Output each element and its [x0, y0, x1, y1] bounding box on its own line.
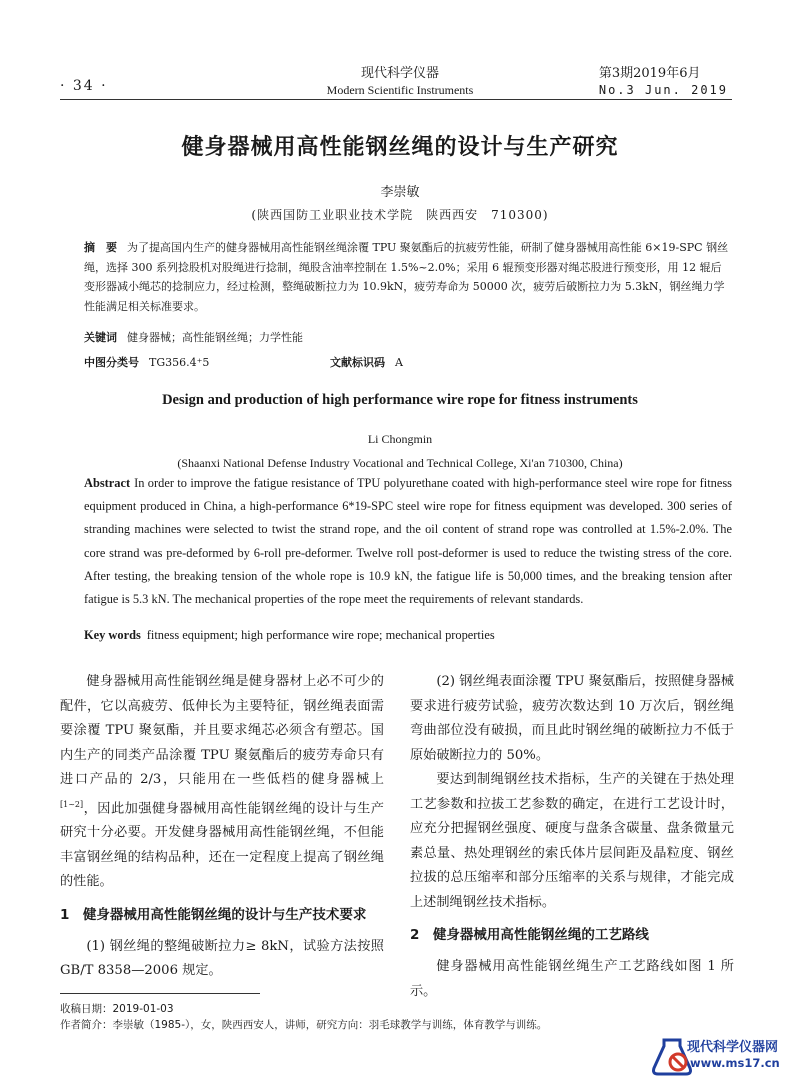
citation: [1~2] — [60, 799, 84, 809]
body-left-column — [60, 670, 384, 984]
body-paragraph: (1) 钢丝绳的整绳破断拉力≥ 8kN，试验方法按照 GB/T 8358—2006 规定。 — [60, 938, 384, 979]
footnote-rule — [60, 993, 260, 994]
body-paragraph — [60, 670, 384, 895]
keywords-cn-text: 健身器械；高性能钢丝绳；力学性能 — [127, 331, 303, 344]
document-code-value: A — [395, 356, 403, 369]
body-text: ，因此加强健身器械用高性能钢丝绳的设计与生产研究十分必要。开发健身器械用高性能钢丝绳，不但能丰富钢丝绳的结构品种，还在一定程度上提高了钢丝绳的性能。 — [60, 800, 384, 890]
author-en: Li Chongmin — [367, 432, 433, 446]
page-number: · 34 · — [60, 78, 108, 94]
abstract-cn — [84, 238, 732, 316]
footnote-bio: 作者简介：李崇敏（1985-），女，陕西西安人，讲师，研究方向：羽毛球教学与训练，体育教学与训练。 — [60, 1019, 548, 1031]
journal-name-cn: 现代科学仪器 — [360, 66, 439, 81]
classification-number — [84, 354, 209, 370]
document-code — [330, 354, 403, 370]
classification-value: TG356.4⁺5 — [149, 356, 210, 369]
issue-en: No.3 Jun. 2019 — [598, 83, 728, 97]
abstract-en-label: Abstract — [84, 476, 131, 490]
author-cn: 李崇敏 — [380, 185, 420, 200]
abstract-cn-text: 为了提高国内生产的健身器械用高性能钢丝绳涂覆 TPU 聚氨酯后的抗疲劳性能，研制了健身器械用高性能 6×19-SPC 钢丝绳，选择 300 系列捻股机对股绳进行捻制，绳股含油率控制在 1.5%~2.0%；采用 6 辊预变形器对绳芯股进行预变形，用 12 辊后变形器减小绳芯的捻制应力，经过检测，整绳破断拉力为 10.9kN，疲劳寿命为 50000 次，疲劳后破断拉力为 5.3kN，钢丝绳力学性能满足相关标准要求。 — [84, 241, 729, 313]
body-right-column — [410, 670, 734, 1004]
paper-title-en: Design and production of high performance wire rope for fitness instruments — [162, 392, 638, 408]
affiliation-en: (Shaanxi National Defense Industry Vocational and Technical College, Xi'an 710300, China) — [177, 456, 623, 470]
keywords-en-text: fitness equipment; high performance wire rope; mechanical properties — [146, 628, 495, 642]
body-paragraph: (2) 钢丝绳表面涂覆 TPU 聚氨酯后，按照健身器械要求进行疲劳试验，疲劳次数达到 10 万次后，钢丝绳弯曲部位没有破损，而且此时钢丝绳的破断拉力不低于原始破断拉力的 50%。 — [410, 674, 734, 763]
classification-label: 中图分类号 — [84, 356, 139, 369]
body-paragraph: 健身器械用高性能钢丝绳生产工艺路线如图 1 所示。 — [410, 959, 734, 999]
keywords-en — [84, 628, 495, 643]
header-rule — [60, 99, 732, 100]
affiliation-cn: (陕西国防工业职业技术学院 陕西西安 710300) — [251, 208, 549, 222]
paper-title-cn: 健身器械用高性能钢丝绳的设计与生产研究 — [181, 135, 619, 160]
document-code-label: 文献标识码 — [330, 356, 385, 369]
abstract-cn-label: 摘 要 — [84, 241, 117, 254]
body-paragraph: 要达到制绳钢丝技术指标，生产的关键在于热处理工艺参数和拉拔工艺参数的确定，在进行工艺设计时，应充分把握钢丝强度、硬度与盘条含碳量、盘条微量元素总量、热处理钢丝的索氏体片层间距及晶粒度、钢丝拉拔的总压缩率和部分压缩率的关系与规律，才能完成上述制绳钢丝技术指标。 — [410, 772, 734, 910]
abstract-en-text: In order to improve the fatigue resistance of TPU polyurethane coated with high-performance steel wire rope for fitness equipment produced in China, a high-performance 6*19-SPC steel wire rope for fitness equipment was developed. 300 series of stranding machines were selected to twist the strand rope, and the oil content of strand rope was controlled at 1.5%-2.0%. The core strand was pre-deformed by 6-roll pre-deformer. Twelve roll post-deformer is used to reduce the twisting stress of the core. After testing, the breaking tension of the whole rope is 10.9 kN, the fatigue life is 50,000 times, and the breaking tension after fatigue is 5.3 kN. The mechanical properties of the rope meet the requirements of relevant standards. — [84, 476, 732, 607]
issue-info — [599, 62, 728, 97]
footnote-received: 收稿日期：2019-01-03 — [60, 1003, 174, 1015]
keywords-en-label: Key words — [84, 628, 141, 642]
keywords-cn — [84, 329, 303, 345]
section-heading-2: 2 健身器械用高性能钢丝绳的工艺路线 — [410, 927, 649, 943]
watermark-url: www.ms17.cn — [690, 1056, 780, 1070]
journal-name-en: Modern Scientific Instruments — [326, 83, 474, 97]
section-heading-1: 1 健身器械用高性能钢丝绳的设计与生产技术要求 — [60, 906, 367, 923]
body-text: 健身器械用高性能钢丝绳是健身器材上必不可少的配件，它以高疲劳、低伸长为主要特征，钢丝绳表面需要涂覆 TPU 聚氨酯，并且要求绳芯必须含有塑芯。国内生产的同类产品涂覆 TPU 聚氨酯后的疲劳寿命只有进口产品的 2/3，只能用在一些低档的健身器械上 — [60, 674, 384, 787]
issue-cn: 第3期2019年6月 — [598, 66, 701, 81]
keywords-cn-label: 关键词 — [84, 331, 117, 344]
watermark-name: 现代科学仪器网 — [687, 1040, 779, 1055]
abstract-en — [84, 472, 732, 611]
